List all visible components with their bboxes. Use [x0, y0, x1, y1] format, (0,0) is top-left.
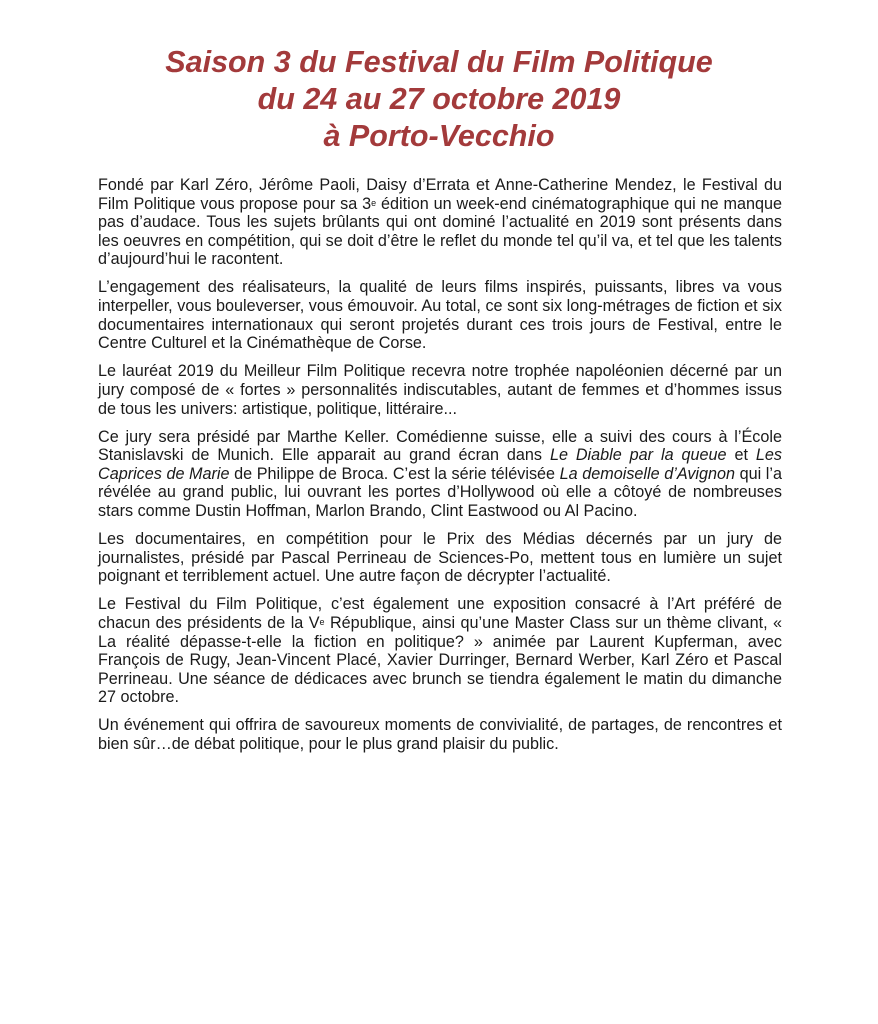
paragraph-laureate: Le lauréat 2019 du Meilleur Film Politique recevra notre trophée napoléonien décerné par un jury composé de « fortes » personnalités indiscutables, autant de femmes et d’hommes issus de tous les univers: artistique, politique, littéraire... — [98, 362, 782, 418]
paragraph-text: de Philippe de Broca. C’est la série télévisée — [229, 464, 560, 483]
paragraph-text: qui l’a révélée au grand public, lui ouvrant les portes d’Hollywood où elle a côtoyé de nombreuses stars comme Dustin Hoffman, Marlon Brando, Clint Eastwood ou Al Pacino. — [98, 464, 783, 520]
title-line-festival: Saison 3 du Festival du Film Politique — [165, 45, 713, 79]
superscript: e — [319, 616, 325, 627]
title-line-dates: du 24 au 27 octobre 2019 — [257, 82, 621, 116]
series-title: La demoiselle d’Avignon — [559, 464, 736, 483]
paragraph-text: édition un week-end cinématographique qui ne manque pas d’audace. Tous les sujets brûlants qui ont dominé l’actualité en 2019 sont présents dans les oeuvres en compétition, qui se doit d’être le reflet du monde tel qu’il va, et tel que les talents d’aujourd’hui le racontent. — [98, 194, 783, 269]
paragraph-documentaries: Les documentaires, en compétition pour le Prix des Médias décernés par un jury de journalistes, présidé par Pascal Perrineau de Sciences-Po, mettent tous en lumière un sujet poignant et terriblement actuel. Une autre façon de décrypter l’actualité. — [98, 530, 782, 586]
paragraph-jury — [98, 428, 782, 521]
superscript: e — [371, 197, 377, 208]
paragraph-exhibition — [98, 595, 782, 707]
paragraph-founders — [98, 176, 782, 269]
title-line-location: à Porto-Vecchio — [323, 119, 555, 153]
paragraph-text: Le Festival du Film Politique, c’est également une exposition consacré à l’Art préféré de chacun des présidents de la V — [98, 595, 782, 632]
paragraph-engagement: L’engagement des réalisateurs, la qualité de leurs films inspirés, puissants, libres va vous interpeller, vous bouleverser, vous émouvoir. Au total, ce sont six long-métrages de fiction et six documentaires internationaux qui seront projetés durant ces trois jours de Festival, entre le Centre Culturel et la Cinémathèque de Corse. — [98, 278, 782, 353]
page-title — [0, 44, 878, 155]
paragraph-text: Ce jury sera présidé par Marthe Keller. Comédienne suisse, elle a suivi des cours à l’École Stanislavski de Munich. Elle apparait au grand écran dans — [98, 427, 782, 465]
article-body — [98, 176, 782, 763]
paragraph-text: République, ainsi qu’une Master Class sur un thème clivant, « La réalité dépasse-t-elle la fiction en politique? » animée par Laurent Kupferman, avec François de Rugy, Jean-Vincent Placé, Xavier Durringer, Bernard Werber, Karl Zéro et Pascal Perrineau. Une séance de dédicaces avec brunch se tiendra également le matin du dimanche 27 octobre. — [98, 613, 782, 707]
film-title: Le Diable par la queue — [549, 446, 727, 465]
paragraph-text: et — [726, 446, 756, 465]
film-title: Les Caprices de Marie — [98, 446, 782, 483]
paragraph-text: Fondé par Karl Zéro, Jérôme Paoli, Daisy d’Errata et Anne-Catherine Mendez, le Festival du Film Politique vous propose pour sa 3 — [98, 176, 782, 213]
paragraph-conclusion: Un événement qui offrira de savoureux moments de convivialité, de partages, de rencontres et bien sûr…de débat politique, pour le plus grand plaisir du public. — [98, 716, 782, 754]
